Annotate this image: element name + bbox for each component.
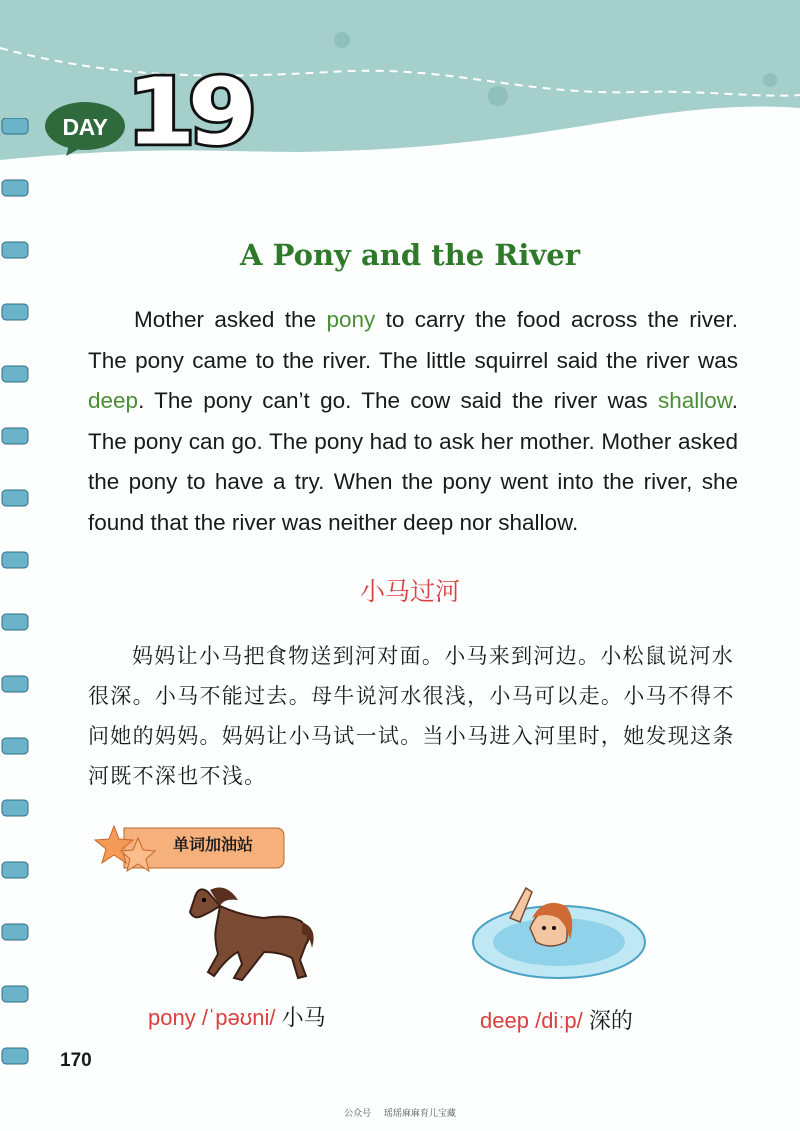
story-text: . The pony can go. The pony had to ask her mother. Mother asked the pony to have a try. When the pony went into the river, she found that the river was neither deep nor shallow. — [88, 388, 738, 535]
vocab-highlight-shallow: shallow — [657, 388, 732, 413]
vocab-highlight-pony: pony — [326, 307, 376, 332]
story-text: Mother asked the — [134, 307, 327, 332]
vocab-word-deep — [480, 1004, 633, 1035]
chinese-story — [88, 636, 752, 796]
vocab-word-ipa: /diːp/ — [535, 1008, 583, 1033]
footer-watermark: 公众号 瑶瑶麻麻育儿宝藏 — [344, 1109, 456, 1119]
vocab-word-cn: 小马 — [281, 1006, 326, 1031]
english-story — [88, 300, 738, 543]
girl-in-deep-water-illustration-icon — [470, 878, 648, 986]
chinese-title: 小马过河 — [359, 577, 460, 606]
story-text: . The pony can’t go. The cow said the river was — [138, 388, 658, 413]
day-number: 19 — [126, 57, 250, 166]
story-text: to carry the food across the river. The pony came to the river. The little squirrel said the river was — [88, 307, 738, 373]
vocab-section-label: 单词加油站 — [172, 835, 253, 854]
vocab-word-cn: 深的 — [588, 1009, 633, 1034]
pony-illustration-icon — [180, 872, 320, 990]
vocab-word-en: pony — [148, 1005, 196, 1030]
vocab-word-pony — [148, 1001, 326, 1032]
story-paragraph — [88, 300, 738, 543]
day-label: DAY — [62, 114, 108, 140]
story-title: A Pony and the River — [240, 238, 580, 272]
vocab-word-en: deep — [480, 1008, 529, 1033]
vocab-word-ipa: /ˈpəʊni/ — [201, 1005, 276, 1030]
page-number: 170 — [60, 1050, 92, 1071]
vocab-highlight-deep: deep — [88, 388, 139, 413]
chinese-paragraph: 妈妈让小马把食物送到河对面。小马来到河边。小松鼠说河水很深。小马不能过去。母牛说河水很浅，小马可以走。小马不得不问她的妈妈。妈妈让小马试一试。当小马进入河里时，她发现这条河既不深也不浅。 — [88, 644, 735, 788]
